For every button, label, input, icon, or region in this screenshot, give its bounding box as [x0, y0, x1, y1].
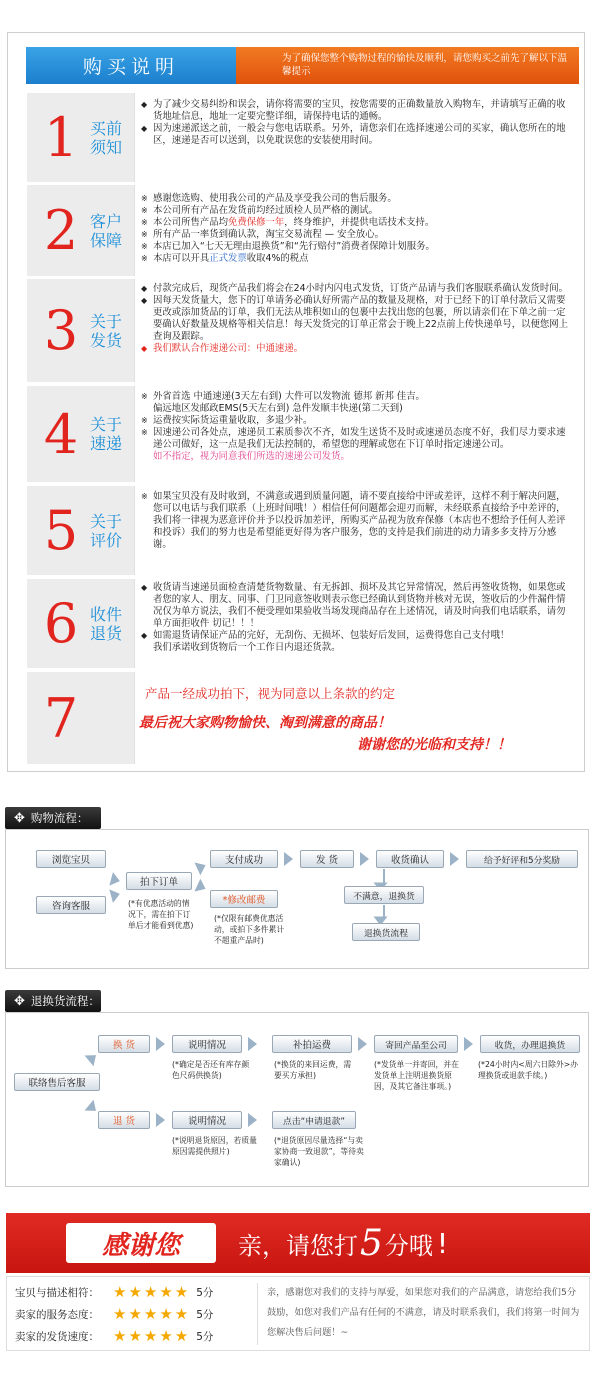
- section-label: 关于 发货: [89, 311, 122, 350]
- section-label: 客户 保障: [89, 211, 122, 250]
- note-icon: ※: [141, 428, 148, 437]
- ex-step-pay-shipping: 补拍运费: [272, 1035, 352, 1053]
- note-icon: ※: [141, 416, 148, 425]
- shopping-flow-diagram: [5, 829, 589, 969]
- section-shipping: 3 关于 发货 ◆ 付款完成后，现货产品我们将会在24小时内闪电式发货，订货产品请与我们客服联系确认发货时间。 ◆ 因每天发货量大，您下的订单请务必确认好所需产品的数量及规格，对于已经下的订单付款后又需要更改或添加货品的订单，我们无法从堆积如山的包裹中去找出您的包裹，所以请亲们在下单之前一定要确认好数量及规格等相关信息！每天发货完的订单正常会于晚上22点前上传快递单号，以便您网上查询及跟踪。 ◆ 我们默认合作速递公司：中通速递。: [27, 279, 576, 382]
- page-title: 购买说明: [26, 47, 236, 84]
- ex-note-3: (*发货单一并寄回，并在发货单上注明退换货原因，及其它备注事项。): [374, 1060, 459, 1091]
- exchange-option: 换 货: [98, 1035, 150, 1053]
- ex-step-send-back: 寄回产品至公司: [374, 1035, 458, 1053]
- step-consult: 咨询客服: [36, 896, 106, 914]
- rf-step-request-refund: 点击“申请退款”: [272, 1111, 356, 1129]
- section-number: 1: [43, 106, 79, 169]
- section-number: 7: [43, 686, 79, 750]
- section-number: 6: [43, 592, 79, 655]
- note-icon: ※: [141, 254, 148, 263]
- step-browse: 浏览宝贝: [36, 850, 106, 868]
- section-courier: 4 关于 速递 ※ 外省首选 中通速递(3天左右到) 大件可以发物流 德邦 新邦 佳吉。 偏远地区发邮政EMS(5天左右到) 急件发顺丰快递(第二天到) ※ 运费按实际货运重量收取，多退少补。 ※ 因速递公司各处点，速递员工素质参次不齐，如发生送货不及时或速递员态度不好，我们尽力要求速递公司做好，这一点是我们无法控制的，希望您的理解或您在下订单时指定速递公司。 如不指定，视为同意我们所选的速递公司发货。: [27, 386, 576, 482]
- note-icon: ※: [141, 230, 148, 239]
- bullet-icon: ◆: [141, 100, 148, 109]
- ex-step-explain: 说明情况: [172, 1035, 242, 1053]
- step-unsatisfied: 不满意，退换货: [344, 886, 424, 904]
- rating-row: 卖家的服务态度： ★★★★★ 5分: [15, 1305, 214, 1323]
- bullet-icon: ◆: [141, 284, 148, 293]
- section-reviews: 5 关于 评价 ※ 如果宝贝没有及时收到，不满意或遇到质量问题，请不要直接给中评或差评，这样不利于解决问题，您可以电话与我们联系（上班时间哦！）相信任何问题都会迎刃而解，未经联系直接给予中差评的，我们将一律视为恶意评价并予以投诉加差评，所购买产品视为放弃保修（本店也不想给予任何人差评和投诉）我们的努力也是希望能更好得为客户服务，您的支持是我们前进的动力请多多支持万分感谢。: [27, 486, 576, 575]
- rate-request: 亲，请您打: [238, 1231, 358, 1260]
- section-closing: [27, 672, 576, 764]
- rf-step-explain: 说明情况: [172, 1111, 242, 1129]
- section-number: 4: [43, 402, 79, 466]
- bullet-icon: ◆: [141, 124, 148, 133]
- order-note: (*有优惠活动的情况下，需在拍下订单后才能看到优惠): [128, 899, 194, 930]
- section-customer-guarantee: 2 客户 保障 ※ 感谢您选购、使用我公司的产品及享受我公司的售后服务。 ※ 本公司所有产品在发货前均经过质检人员严格的测试。 ※ 本公司所售产品均免费保修一年，终身维护，并提供电话技术支持。 ※ 所有产品一率货到确认款，淘宝交易流程 — 安全放心。 ※ 本店已加入“七天无理由退换货”和“先行赔付”消费者保障计划服务。 ※ 本店可以开具正式发票收取4%的税点: [27, 185, 576, 276]
- refund-option: 退 货: [98, 1111, 150, 1129]
- step-payment: 支付成功: [210, 850, 278, 868]
- note-icon: ※: [141, 492, 148, 501]
- note-icon: ※: [141, 242, 148, 251]
- thanks-banner: 感谢您 亲，请您打 5 分哦 !: [6, 1213, 590, 1273]
- step-good-review: 给予好评和5分奖励: [466, 850, 578, 868]
- invoice-line: 本店可以开具正式发票收取4%的税点: [153, 253, 309, 264]
- section-label: 买前 须知: [89, 118, 122, 157]
- step-return-flow: 退换货流程: [352, 923, 420, 941]
- section-label: 收件 退货: [89, 604, 122, 643]
- note-icon: ※: [141, 218, 148, 227]
- step-modify-shipping: *修改邮费: [210, 890, 278, 908]
- stars-icon: ★★★★★: [113, 1327, 191, 1345]
- return-flow-header: ✥ 退换货流程：: [5, 990, 101, 1012]
- note-icon: ※: [141, 206, 148, 215]
- step-ship: 发 货: [300, 850, 354, 868]
- rating-row: 宝贝与描述相符： ★★★★★ 5分: [15, 1283, 214, 1301]
- agreement-text: 产品一经成功拍下，视为同意以上条款的约定: [145, 686, 396, 701]
- section-label: 关于 评价: [89, 511, 122, 550]
- rf-note-1: (*说明退货原因，若质量原因需提供照片): [172, 1136, 257, 1156]
- section-number: 5: [43, 499, 79, 562]
- thanks-text: 感谢您: [101, 1230, 180, 1261]
- section-receipt-returns: 6 收件 退货 ◆ 收货请当速递员面检查清楚货物数量、有无拆卸、损坏及其它异常情况，然后再签收货物，如果您或者您的家人、朋友、同事、门卫同意签收则表示您已经确认到货物并核对无误，签收后的少件漏件情况仅为单方说法，我们不便受理如果验收当场发现商品存在上述情况，请及时向我们电话联系，请勿单方面拒收件 切记！！！ ◆ 如需退货请保证产品的完好，无刮伤、无损坏、包装好后发回，运费得您自己支付哦！ 我们承诺收到货物后一个工作日内退还货款。: [27, 579, 576, 668]
- warranty-line: 本公司所售产品均免费保修一年，终身维护，并提供电话技术支持。: [153, 217, 435, 228]
- return-flow-diagram: [5, 1012, 589, 1187]
- ex-note-4: (*24小时内<周六日除外>办理换货或退款手续。): [478, 1060, 579, 1080]
- ex-note-1: (*确定是否还有库存颜色尺码供换货): [172, 1060, 250, 1080]
- bullet-icon: ◆: [141, 344, 148, 353]
- section-number: 2: [43, 199, 79, 262]
- shipping-note: (*仅限有邮费优惠活动，或拍下多件累计不超重产品时): [214, 914, 285, 945]
- closing-wish: 最后祝大家购物愉快、淘到满意的商品！: [139, 715, 391, 731]
- notice-line: 因为速递派送之前，一般会与您电话联系。另外，请您亲们在选择速递公司的买家，确认您所在的地区，速递是否可以送到，以免耽误您的安装使用时间。: [153, 123, 566, 146]
- step-place-order: 拍下订单: [126, 872, 192, 890]
- section-before-buying: [27, 93, 576, 182]
- bullet-icon: ◆: [141, 296, 148, 305]
- ex-step-process: 收货，办理退换货: [480, 1035, 580, 1053]
- rf-note-2: (*退货原因尽量选择“与卖家协商一致退款”，等待卖家确认): [274, 1136, 364, 1167]
- rating-panel: [6, 1276, 590, 1351]
- ex-note-2: (*换货的来回运费，需要买方承担): [274, 1060, 352, 1080]
- thanks-message: 亲，感谢您对我们的支持与厚爱，如果您对我们的产品满意，请您给我们5分鼓励，如您对我们产品有任何的不满意，请及时联系我们，我们将第一时间为您解决售后问题！~: [267, 1287, 580, 1338]
- compass-icon: ✥: [14, 810, 25, 826]
- bullet-icon: ◆: [141, 583, 148, 592]
- section-label: 关于 速递: [89, 415, 122, 453]
- bullet-icon: ◆: [141, 631, 148, 640]
- five-score: 5: [360, 1222, 383, 1264]
- closing-thanks: 谢谢您的光临和支持！！: [357, 737, 511, 753]
- rating-list: [15, 1281, 255, 1347]
- stars-icon: ★★★★★: [113, 1305, 191, 1323]
- step-confirm-receipt: 收货确认: [376, 850, 444, 868]
- stars-icon: ★★★★★: [113, 1283, 191, 1301]
- note-icon: ※: [141, 392, 148, 401]
- section-number: 3: [43, 299, 79, 362]
- shopping-flow-header: ✥ 购物流程：: [5, 807, 101, 829]
- rating-row: 卖家的发货速度： ★★★★★ 5分: [15, 1327, 214, 1345]
- note-icon: ※: [141, 194, 148, 203]
- contact-after-sales: 联络售后客服: [14, 1073, 100, 1091]
- notice-line: 为了减少交易纠纷和误会，请你将需要的宝贝，按您需要的正确数量放入购物车，并请填写正确的收货地址信息，地址一定要完整详细，请保持电话的通畅。: [153, 99, 566, 122]
- intro-text: 为了确保您整个购物过程的愉快及顺利，请您购买之前先了解以下温馨提示: [236, 47, 579, 84]
- compass-icon: ✥: [14, 993, 25, 1009]
